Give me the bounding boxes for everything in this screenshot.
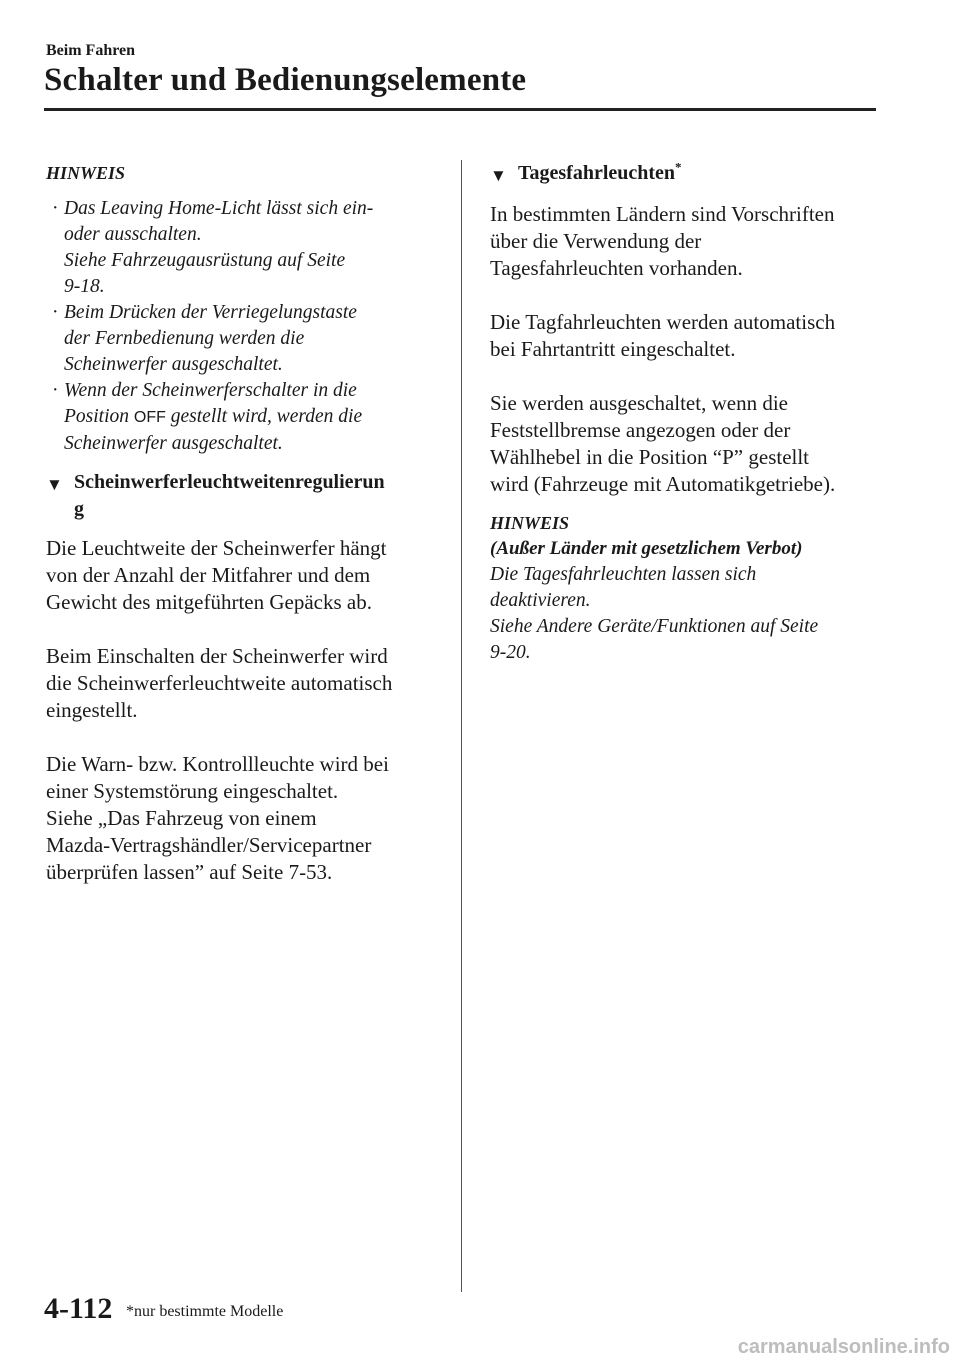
paragraph: Sie werden ausgeschaltet, wenn die Feststellbremse angezogen oder der Wählhebel in die Position “P” gestellt wird (Fahrzeuge mit Automatikgetriebe). [490, 391, 836, 496]
note-bullet: · Das Leaving Home-Licht lässt sich ein- oder ausschalten. Siehe Fahrzeugausrüstung auf Seite 9-18. [52, 198, 374, 297]
paragraph: Die Tagfahrleuchten werden automatisch bei Fahrtantritt eingeschaltet. [490, 310, 836, 361]
bullet-dot-icon: · [52, 302, 59, 323]
title-rule [44, 108, 876, 111]
bullet-dot-icon: · [52, 380, 59, 401]
note-bullet: · Wenn der Scheinwerferschalter in die Position OFF gestellt wird, werden die Scheinwerfer ausgeschaltet. [52, 380, 363, 454]
bullet-dot-icon: · [52, 198, 59, 219]
column-divider [461, 160, 462, 1292]
triangle-icon: ▼ [46, 475, 63, 494]
page-title: Schalter und Bedienungselemente [44, 62, 527, 98]
footnote: *nur bestimmte Modelle [126, 1303, 284, 1320]
right-column [490, 160, 882, 666]
section-heading-drl: ▼ Tagesfahrleuchten* [490, 160, 882, 187]
note-text: Die Tagesfahrleuchten lassen sich deaktivieren. Siehe Andere Geräte/Funktionen auf Seite 9-20. [490, 564, 819, 663]
section-label: Beim Fahren [46, 42, 136, 59]
note-label: HINWEIS [46, 163, 126, 183]
off-switch-label: OFF [133, 409, 166, 426]
left-column [46, 160, 441, 886]
triangle-icon: ▼ [490, 166, 507, 185]
note-label: HINWEIS [490, 513, 570, 533]
paragraph: In bestimmten Ländern sind Vorschriften über die Verwendung der Tagesfahrleuchten vorhanden. [490, 202, 835, 280]
note-bullet: · Beim Drücken der Verriegelungstaste der Fernbedienung werden die Scheinwerfer ausgeschaltet. [52, 302, 357, 375]
watermark: carmanualsonline.info [737, 1336, 950, 1358]
section-heading-leveling: ▼ Scheinwerferleuchtweitenregulierun g [46, 471, 385, 520]
note-condition: (Außer Länder mit gesetzlichem Verbot) [490, 538, 803, 559]
footnote-mark: * [675, 159, 682, 175]
page-number: 4-112 [44, 1292, 113, 1325]
paragraph: Die Warn- bzw. Kontrollleuchte wird bei einer Systemstörung eingeschaltet. Siehe „Das Fahrzeug von einem Mazda-Vertragshändler/Servicepartner überprüfen lassen” auf Seite 7-53. [46, 752, 389, 884]
paragraph: Die Leuchtweite der Scheinwerfer hängt von der Anzahl der Mitfahrer und dem Gewicht des mitgeführten Gepäcks ab. [46, 536, 387, 614]
paragraph: Beim Einschalten der Scheinwerfer wird die Scheinwerferleuchtweite automatisch eingestellt. [46, 644, 393, 722]
